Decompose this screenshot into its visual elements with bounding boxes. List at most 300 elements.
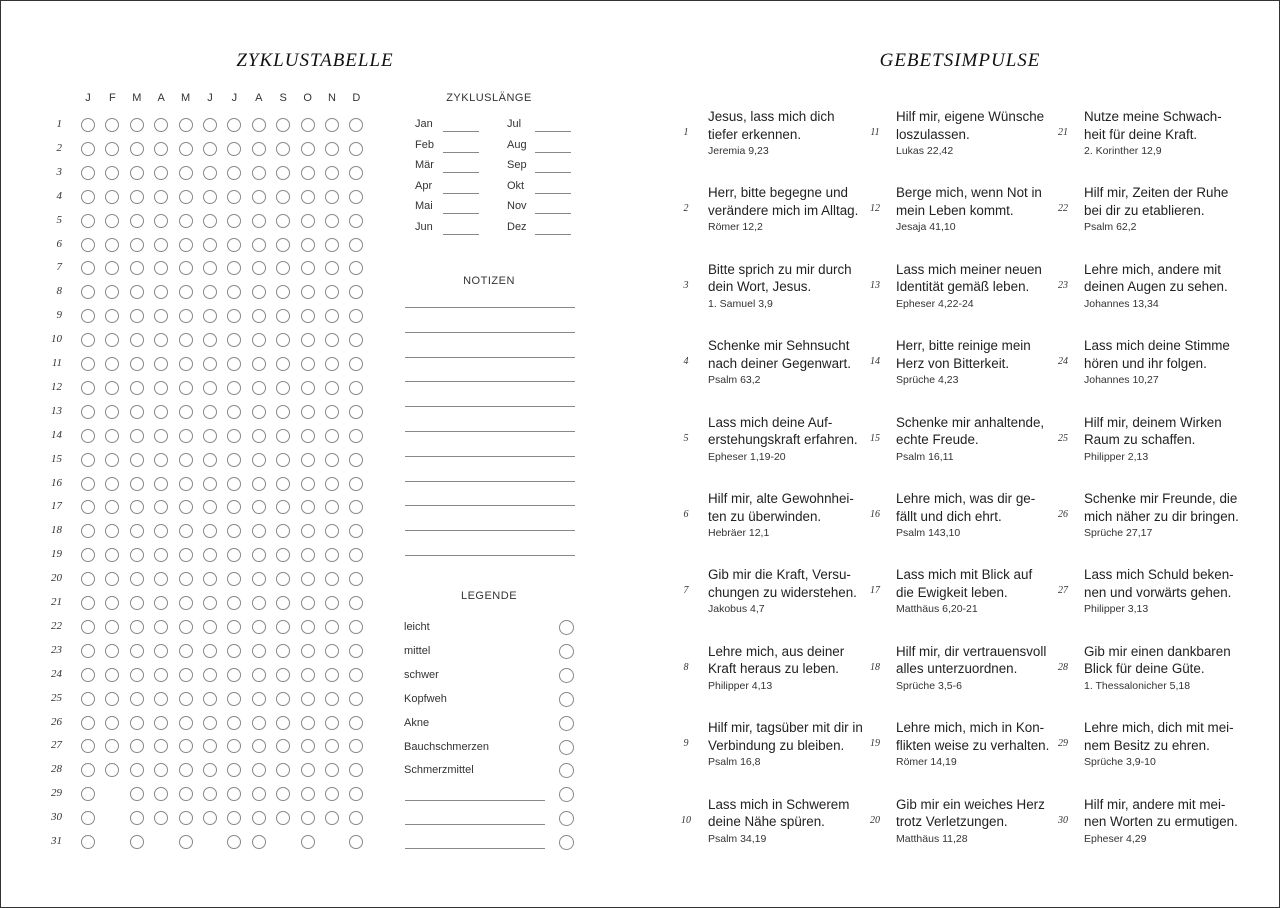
legend-checkbox[interactable] [559,835,574,850]
day-checkbox[interactable] [325,214,339,228]
day-checkbox[interactable] [105,477,119,491]
month-header: A [157,92,165,104]
legend-custom-line[interactable] [405,848,545,849]
day-checkbox[interactable] [203,142,217,156]
day-checkbox[interactable] [130,214,144,228]
day-checkbox[interactable] [301,190,315,204]
day-checkbox[interactable] [252,381,266,395]
day-checkbox[interactable] [301,118,315,132]
day-checkbox[interactable] [130,763,144,777]
cycle-length-input[interactable] [443,193,479,194]
day-checkbox[interactable] [179,429,193,443]
day-checkbox[interactable] [105,668,119,682]
day-checkbox[interactable] [349,190,363,204]
day-checkbox[interactable] [276,190,290,204]
legend-label: Schmerzmittel [404,764,474,777]
day-checkbox[interactable] [154,644,168,658]
legend-checkbox[interactable] [559,620,574,635]
day-checkbox[interactable] [179,309,193,323]
day-checkbox[interactable] [130,238,144,252]
day-checkbox[interactable] [325,238,339,252]
day-checkbox[interactable] [203,166,217,180]
day-checkbox[interactable] [179,644,193,658]
day-checkbox[interactable] [154,166,168,180]
day-checkbox[interactable] [349,429,363,443]
cycle-length-input[interactable] [535,152,571,153]
day-checkbox[interactable] [349,692,363,706]
day-checkbox[interactable] [179,381,193,395]
cycle-length-label: Mai [415,200,433,213]
day-checkbox[interactable] [252,763,266,777]
prayer-text: Herr, bitte reinige mein Herz von Bitterkeit. [896,338,1031,371]
day-checkbox[interactable] [179,238,193,252]
day-checkbox[interactable] [105,716,119,730]
day-checkbox[interactable] [301,214,315,228]
day-checkbox[interactable] [130,596,144,610]
day-checkbox[interactable] [179,620,193,634]
day-checkbox[interactable] [276,644,290,658]
day-checkbox[interactable] [252,405,266,419]
day-checkbox[interactable] [252,453,266,467]
day-checkbox[interactable] [301,477,315,491]
day-checkbox[interactable] [252,142,266,156]
day-checkbox[interactable] [81,405,95,419]
day-checkbox[interactable] [81,166,95,180]
day-checkbox[interactable] [154,716,168,730]
note-line[interactable] [405,530,575,531]
day-checkbox[interactable] [81,190,95,204]
day-checkbox[interactable] [179,190,193,204]
day-checkbox[interactable] [252,190,266,204]
day-checkbox[interactable] [325,811,339,825]
day-checkbox[interactable] [130,142,144,156]
day-checkbox[interactable] [130,357,144,371]
day-checkbox[interactable] [130,835,144,849]
day-checkbox[interactable] [301,261,315,275]
day-checkbox[interactable] [105,214,119,228]
day-checkbox[interactable] [325,190,339,204]
day-checkbox[interactable] [301,596,315,610]
day-checkbox[interactable] [301,166,315,180]
day-checkbox[interactable] [325,166,339,180]
day-checkbox[interactable] [179,285,193,299]
note-line[interactable] [405,406,575,407]
cycle-length-input[interactable] [443,152,479,153]
cycle-length-input[interactable] [535,131,571,132]
day-checkbox[interactable] [130,405,144,419]
day-checkbox[interactable] [276,692,290,706]
day-checkbox[interactable] [349,453,363,467]
day-checkbox[interactable] [276,716,290,730]
day-checkbox[interactable] [179,763,193,777]
cycle-length-input[interactable] [535,172,571,173]
day-checkbox[interactable] [130,668,144,682]
day-checkbox[interactable] [81,238,95,252]
day-checkbox[interactable] [301,835,315,849]
day-checkbox[interactable] [301,692,315,706]
day-checkbox[interactable] [276,453,290,467]
row-number: 16 [51,476,62,489]
day-checkbox[interactable] [130,118,144,132]
cycle-length-input[interactable] [535,213,571,214]
day-checkbox[interactable] [252,835,266,849]
prayer-text: Hilf mir, deinem Wirken Raum zu schaffen. [1084,414,1222,448]
day-checkbox[interactable] [81,381,95,395]
day-checkbox[interactable] [179,668,193,682]
day-checkbox[interactable] [203,716,217,730]
day-checkbox[interactable] [227,716,241,730]
day-checkbox[interactable] [276,214,290,228]
day-checkbox[interactable] [154,142,168,156]
note-line[interactable] [405,431,575,432]
day-checkbox[interactable] [252,429,266,443]
day-checkbox[interactable] [203,214,217,228]
day-checkbox[interactable] [349,214,363,228]
day-checkbox[interactable] [349,716,363,730]
day-checkbox[interactable] [81,357,95,371]
day-checkbox[interactable] [81,477,95,491]
day-checkbox[interactable] [130,429,144,443]
day-checkbox[interactable] [81,118,95,132]
day-checkbox[interactable] [276,142,290,156]
day-checkbox[interactable] [227,190,241,204]
day-checkbox[interactable] [130,285,144,299]
day-checkbox[interactable] [203,477,217,491]
day-checkbox[interactable] [227,692,241,706]
row-number: 4 [56,189,62,202]
prayer-number: 24 [1058,356,1068,368]
prayer-text: Hilf mir, tagsüber mit dir in Verbindung zu bleiben. [708,720,863,753]
note-line[interactable] [405,332,575,333]
row-number: 21 [51,596,62,608]
day-checkbox[interactable] [179,692,193,706]
day-checkbox[interactable] [325,572,339,586]
day-checkbox[interactable] [203,668,217,682]
day-checkbox[interactable] [179,835,193,849]
day-checkbox[interactable] [130,309,144,323]
day-checkbox[interactable] [105,453,119,467]
day-checkbox[interactable] [301,716,315,730]
day-checkbox[interactable] [252,477,266,491]
day-checkbox[interactable] [81,142,95,156]
day-checkbox[interactable] [227,238,241,252]
prayer-reference: Psalm 16,11 [896,450,954,463]
day-checkbox[interactable] [81,716,95,730]
day-checkbox[interactable] [301,405,315,419]
legende-heading: LEGENDE [460,590,518,602]
day-checkbox[interactable] [252,357,266,371]
day-checkbox[interactable] [301,333,315,347]
legend-custom-line[interactable] [405,800,545,801]
day-checkbox[interactable] [105,429,119,443]
day-checkbox[interactable] [130,381,144,395]
day-checkbox[interactable] [154,477,168,491]
day-checkbox[interactable] [81,596,95,610]
prayer-text: Schenke mir Sehnsucht nach deiner Gegenwart. [708,338,851,371]
day-checkbox[interactable] [130,166,144,180]
day-checkbox[interactable] [301,381,315,395]
day-checkbox[interactable] [325,381,339,395]
day-checkbox[interactable] [252,166,266,180]
day-checkbox[interactable] [349,668,363,682]
day-checkbox[interactable] [325,405,339,419]
day-checkbox[interactable] [301,453,315,467]
day-checkbox[interactable] [301,548,315,562]
day-checkbox[interactable] [154,190,168,204]
prayer-reference: Johannes 10,27 [1084,374,1159,387]
day-checkbox[interactable] [252,524,266,538]
day-checkbox[interactable] [252,214,266,228]
day-checkbox[interactable] [203,333,217,347]
day-checkbox[interactable] [252,333,266,347]
day-checkbox[interactable] [227,453,241,467]
day-checkbox[interactable] [325,716,339,730]
legend-checkbox[interactable] [559,644,574,659]
day-checkbox[interactable] [130,620,144,634]
day-checkbox[interactable] [276,166,290,180]
day-checkbox[interactable] [203,238,217,252]
day-checkbox[interactable] [252,668,266,682]
day-checkbox[interactable] [105,692,119,706]
day-checkbox[interactable] [301,620,315,634]
day-checkbox[interactable] [252,787,266,801]
note-line[interactable] [405,307,575,308]
day-checkbox[interactable] [154,214,168,228]
day-checkbox[interactable] [203,620,217,634]
month-header: M [132,92,142,104]
day-checkbox[interactable] [81,668,95,682]
day-checkbox[interactable] [154,238,168,252]
note-line[interactable] [405,481,575,482]
note-line[interactable] [405,357,575,358]
day-checkbox[interactable] [325,477,339,491]
day-checkbox[interactable] [130,524,144,538]
day-checkbox[interactable] [252,620,266,634]
day-checkbox[interactable] [81,572,95,586]
day-checkbox[interactable] [252,572,266,586]
day-checkbox[interactable] [301,500,315,514]
day-checkbox[interactable] [130,453,144,467]
day-checkbox[interactable] [179,524,193,538]
note-line[interactable] [405,555,575,556]
legend-label: schwer [404,668,439,681]
day-checkbox[interactable] [154,405,168,419]
legend-checkbox[interactable] [559,716,574,731]
notizen-heading: NOTIZEN [463,275,515,287]
day-checkbox[interactable] [203,429,217,443]
day-checkbox[interactable] [301,285,315,299]
day-checkbox[interactable] [179,572,193,586]
day-checkbox[interactable] [130,811,144,825]
day-checkbox[interactable] [252,118,266,132]
day-checkbox[interactable] [301,763,315,777]
day-checkbox[interactable] [301,787,315,801]
day-checkbox[interactable] [301,644,315,658]
day-checkbox[interactable] [179,142,193,156]
day-checkbox[interactable] [154,692,168,706]
day-checkbox[interactable] [349,238,363,252]
note-line[interactable] [405,456,575,457]
day-checkbox[interactable] [325,142,339,156]
day-checkbox[interactable] [130,692,144,706]
day-checkbox[interactable] [252,238,266,252]
day-checkbox[interactable] [81,333,95,347]
day-checkbox[interactable] [179,166,193,180]
day-checkbox[interactable] [203,692,217,706]
day-checkbox[interactable] [203,190,217,204]
row-number: 11 [51,357,62,369]
cycle-length-input[interactable] [535,193,571,194]
day-checkbox[interactable] [325,596,339,610]
legend-checkbox[interactable] [559,692,574,707]
day-checkbox[interactable] [105,238,119,252]
day-checkbox[interactable] [130,477,144,491]
day-checkbox[interactable] [130,716,144,730]
day-checkbox[interactable] [179,500,193,514]
day-checkbox[interactable] [130,190,144,204]
day-checkbox[interactable] [252,644,266,658]
day-checkbox[interactable] [81,214,95,228]
prayer-reference: 2. Korinther 12,9 [1084,145,1162,157]
day-checkbox[interactable] [203,596,217,610]
day-checkbox[interactable] [227,429,241,443]
day-checkbox[interactable] [154,381,168,395]
day-checkbox[interactable] [252,548,266,562]
day-checkbox[interactable] [325,453,339,467]
day-checkbox[interactable] [325,118,339,132]
day-checkbox[interactable] [179,787,193,801]
day-checkbox[interactable] [301,668,315,682]
day-checkbox[interactable] [301,429,315,443]
day-checkbox[interactable] [130,333,144,347]
day-checkbox[interactable] [301,739,315,753]
prayer-reference: Jeremia 9,23 [708,145,769,157]
day-checkbox[interactable] [154,668,168,682]
day-checkbox[interactable] [203,811,217,825]
day-checkbox[interactable] [325,333,339,347]
day-checkbox[interactable] [179,261,193,275]
day-checkbox[interactable] [301,357,315,371]
day-checkbox[interactable] [252,716,266,730]
day-checkbox[interactable] [179,357,193,371]
day-checkbox[interactable] [276,620,290,634]
day-checkbox[interactable] [276,405,290,419]
day-checkbox[interactable] [325,429,339,443]
day-checkbox[interactable] [301,811,315,825]
day-checkbox[interactable] [203,644,217,658]
day-checkbox[interactable] [301,238,315,252]
day-checkbox[interactable] [325,620,339,634]
legend-custom-line[interactable] [405,824,545,825]
day-checkbox[interactable] [130,787,144,801]
day-checkbox[interactable] [179,716,193,730]
row-number: 25 [51,691,62,704]
day-checkbox[interactable] [179,811,193,825]
day-checkbox[interactable] [276,668,290,682]
cycle-length-input[interactable] [443,172,479,173]
day-checkbox[interactable] [179,739,193,753]
day-checkbox[interactable] [179,596,193,610]
day-checkbox[interactable] [81,835,95,849]
day-checkbox[interactable] [179,118,193,132]
day-checkbox[interactable] [203,381,217,395]
day-checkbox[interactable] [301,309,315,323]
note-line[interactable] [405,505,575,506]
day-checkbox[interactable] [179,405,193,419]
cycle-length-input[interactable] [535,234,571,235]
day-checkbox[interactable] [301,142,315,156]
cycle-length-input[interactable] [443,213,479,214]
day-checkbox[interactable] [227,477,241,491]
day-checkbox[interactable] [203,405,217,419]
day-checkbox[interactable] [179,333,193,347]
day-checkbox[interactable] [252,285,266,299]
day-checkbox[interactable] [154,453,168,467]
day-checkbox[interactable] [81,811,95,825]
day-checkbox[interactable] [252,692,266,706]
day-checkbox[interactable] [81,429,95,443]
day-checkbox[interactable] [130,548,144,562]
day-checkbox[interactable] [227,214,241,228]
day-checkbox[interactable] [154,429,168,443]
day-checkbox[interactable] [203,453,217,467]
day-checkbox[interactable] [252,596,266,610]
day-checkbox[interactable] [325,357,339,371]
day-checkbox[interactable] [349,477,363,491]
day-checkbox[interactable] [81,620,95,634]
prayer-text: Hilf mir, dir vertrauensvoll alles unterzuordnen. [896,643,1047,677]
day-checkbox[interactable] [203,357,217,371]
legend-checkbox[interactable] [559,668,574,683]
day-checkbox[interactable] [81,692,95,706]
day-checkbox[interactable] [301,572,315,586]
day-checkbox[interactable] [154,620,168,634]
legend-checkbox[interactable] [559,740,574,755]
day-checkbox[interactable] [276,238,290,252]
day-checkbox[interactable] [81,453,95,467]
day-checkbox[interactable] [130,644,144,658]
day-checkbox[interactable] [179,548,193,562]
day-checkbox[interactable] [301,524,315,538]
cycle-length-label: Sep [507,159,527,172]
row-number: 31 [51,835,62,847]
day-checkbox[interactable] [81,644,95,658]
day-checkbox[interactable] [105,190,119,204]
day-checkbox[interactable] [325,644,339,658]
day-checkbox[interactable] [325,668,339,682]
cycle-length-input[interactable] [443,131,479,132]
day-checkbox[interactable] [252,309,266,323]
prayer-text: Lass mich in Schwerem deine Nähe spüren. [708,796,850,830]
day-checkbox[interactable] [227,668,241,682]
day-checkbox[interactable] [203,572,217,586]
day-checkbox[interactable] [130,572,144,586]
day-checkbox[interactable] [179,453,193,467]
day-checkbox[interactable] [203,118,217,132]
day-checkbox[interactable] [325,692,339,706]
note-line[interactable] [405,381,575,382]
day-checkbox[interactable] [252,811,266,825]
day-checkbox[interactable] [276,477,290,491]
day-checkbox[interactable] [179,214,193,228]
prayer-text: Lehre mich, andere mit deinen Augen zu sehen. [1084,261,1228,295]
cycle-length-input[interactable] [443,234,479,235]
cycle-length-label: Jul [507,118,522,130]
row-number: 29 [51,787,62,800]
day-checkbox[interactable] [276,429,290,443]
day-checkbox[interactable] [276,381,290,395]
day-checkbox[interactable] [179,477,193,491]
